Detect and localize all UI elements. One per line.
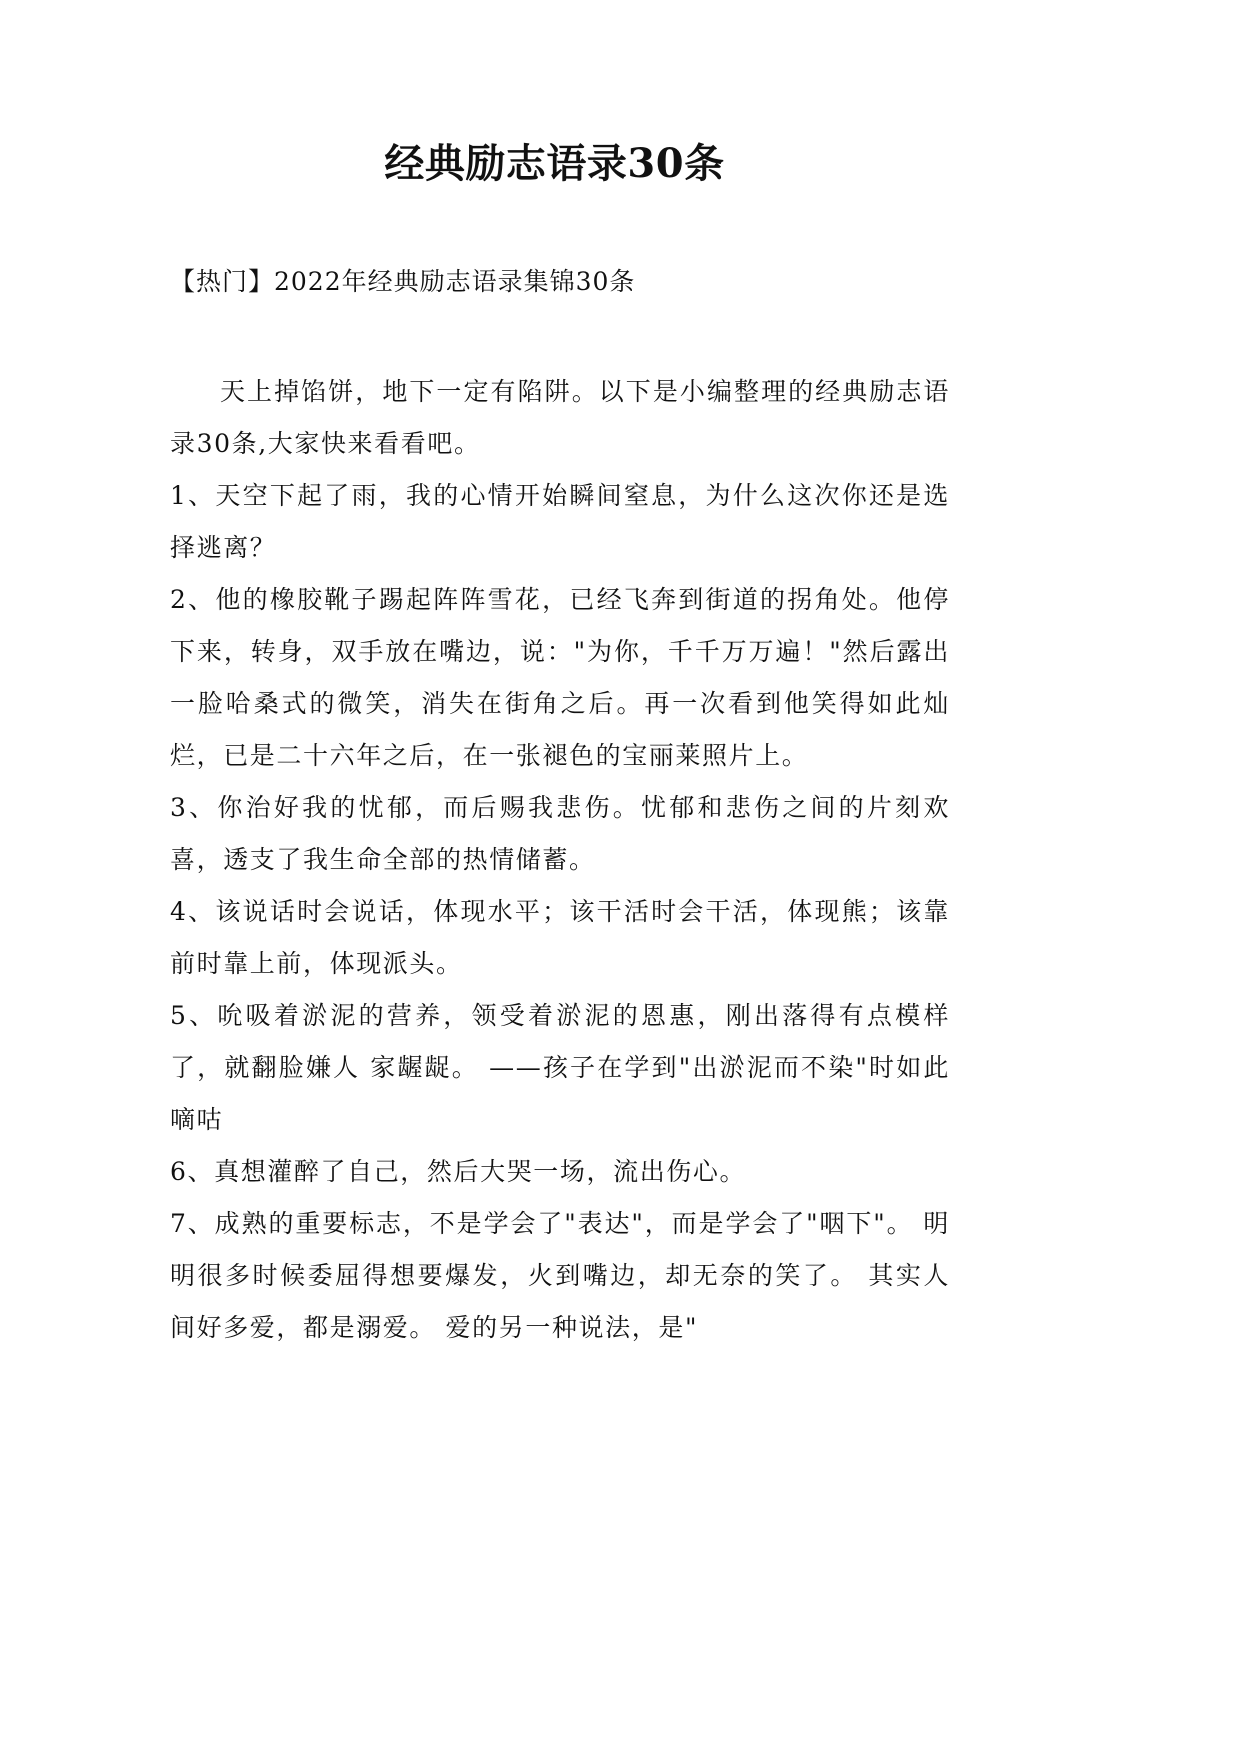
document-body	[170, 366, 950, 1354]
document-title: 经典励志语录30条	[384, 140, 725, 187]
quote-item-4: 4、该说话时会说话，体现水平；该干活时会干活，体现熊；该靠前时靠上前，体现派头。	[170, 897, 950, 978]
quote-item-5: 5、吮吸着淤泥的营养，领受着淤泥的恩惠，刚出落得有点模样了，就翻脸嫌人 家龌龊。 ——孩子在学到"出淤泥而不染"时如此嘀咕	[170, 1001, 950, 1134]
quote-item-1: 1、天空下起了雨，我的心情开始瞬间窒息，为什么这次你还是选择逃离？	[170, 481, 950, 562]
document-subtitle: 【热门】2022年经典励志语录集锦30条	[170, 267, 636, 296]
quote-item-3: 3、你治好我的忧郁，而后赐我悲伤。忧郁和悲伤之间的片刻欢喜，透支了我生命全部的热情储蓄。	[170, 793, 950, 874]
quote-item-2: 2、他的橡胶靴子踢起阵阵雪花，已经飞奔到街道的拐角处。他停下来，转身，双手放在嘴边，说："为你，千千万万遍！"然后露出一脸哈桑式的微笑，消失在街角之后。再一次看到他笑得如此灿烂，已是二十六年之后，在一张褪色的宝丽莱照片上。	[170, 585, 950, 770]
intro-paragraph: 天上掉馅饼，地下一定有陷阱。以下是小编整理的经典励志语录30条,大家快来看看吧。	[170, 377, 950, 458]
quote-item-6: 6、真想灌醉了自己，然后大哭一场，流出伤心。	[170, 1157, 747, 1186]
quote-item-7: 7、成熟的重要标志，不是学会了"表达"，而是学会了"咽下"。 明明很多时候委屈得想要爆发，火到嘴边，却无奈的笑了。 其实人间好多爱，都是溺爱。 爱的另一种说法，是"	[170, 1209, 950, 1342]
